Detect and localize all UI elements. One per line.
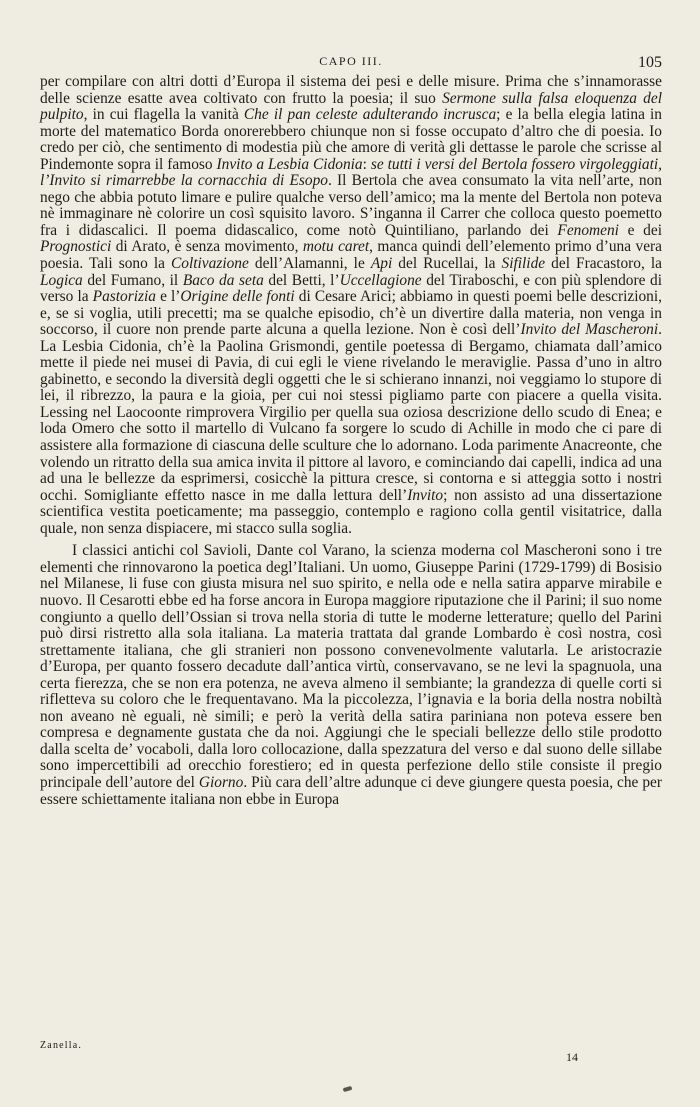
text-span: del Betti, l’ <box>263 271 340 289</box>
text-span: di Arato, è senza movimento, <box>111 238 303 256</box>
italic-span: Che il pan celeste adulterando incrusca <box>243 106 497 124</box>
italic-span: Invito del Mascheroni <box>520 321 659 339</box>
text-span: : <box>362 155 371 173</box>
text-span: ; non assisto ad una dissertazione scientifica vestita poeticamente; ma passeggio, contemplo e ragiono colla gentil visitatrice, dalla quale, non senza dispiacere, mi stacco sulla soglia. <box>40 486 662 537</box>
text-span: del Fumano, il <box>82 271 183 289</box>
text-span: dell’Alamanni, le <box>248 255 371 273</box>
italic-span: Fenomeni <box>557 221 619 239</box>
text-span: . La Lesbia Cidonia, ch’è la Paolina Grismondi, gentile poetessa di Bergamo, chiamata dall’amico mette il piede nei musei di Pavia, di cui egli le viene rivelando le meraviglie. Passa d’uno in altro gabinetto, e secondo la diversità degli oggetti che le si schierano innanzi, noi veggiamo lo stupore di lei, il ribrezzo, la paura e la gioia, per cui noi stessi pigliamo parte con piacere a quella visita. Lessing nel Laocoonte rimprovera Virgilio per quella sua oziosa descrizione dello scudo di Enea; e loda Omero che sotto il martello di Vulcano fa sorgere lo scudo di Achille in modo che ci pare di assistere alla formazione di ciascuna delle sculture che lo adornano. Loda parimente Anacreonte, che volendo un ritratto della sua amica invita il pittore al lavoro, e cominciando dai capelli, indica ad una ad una le bellezze da esprimersi, cosicchè la pittura cresce, si contorna e si atteggia sotto i nostri occhi. Somigliante effetto nasce in me dalla lettura dell’ <box>40 321 662 504</box>
signature-mark: Zanella. <box>40 1040 83 1051</box>
italic-span: Uccellagione <box>339 271 422 289</box>
body-text <box>40 74 662 808</box>
text-span: e dei <box>618 221 662 239</box>
italic-span: Giorno <box>198 773 244 791</box>
italic-span: Coltivazione <box>171 255 249 273</box>
italic-span: Sermone sulla falsa eloquenza del pulpito <box>40 89 662 124</box>
italic-span: Sifilide <box>501 255 546 273</box>
ink-speck <box>343 1086 353 1092</box>
paragraph-mascheroni <box>40 74 662 537</box>
italic-span: Baco da seta <box>182 271 264 289</box>
text-span: I classici antichi col Savioli, Dante col Varano, la scienza moderna col Mascheroni sono i tre elementi che rinnovarono la poetica degl’Italiani. Un uomo, Giuseppe Parini (1729-1799) di Bosisio nel Milanese, li fuse con giusta misura nel suo spirito, e nella ode e nella satira apparve mirabile e nuovo. Il Cesarotti ebbe ed ha forse ancora in Europa maggiore riputazione che il Parini; il suo nome congiunto a quello dell’Ossian si trova nella storia di tutte le moderne letterature; quello del Parini può dirsi ristretto alla sola italiana. La materia trattata dal grande Lombardo è così nostra, così strettamente italiana, che gli stranieri non possono convenevolmente valutarla. Le aristocrazie d’Europa, per quanto fossero decadute dall’antica virtù, conservavano, se ne levi la spagnuola, una certa fierezza, che se non era potenza, ne aveva almeno il sembiante; la grandezza di quelle corti si rifletteva su coloro che le frequentavano. Ma la piccolezza, l’ignavia e la boria della nostra nobiltà non aveano nè eguali, nè simili; e però la verità della satira pariniana non poteva essere ben compresa e degnamente gustata che da noi. Aggiungi che le speciali bellezze dello stile prodotto dalla scelta de’ vocaboli, dalla loro collocazione, dalla spezzatura del verso e dal suono delle sillabe sono impercettibili ad orecchio forestiero; ed in questa perfezione dello stile consiste il pregio principale dell’autore del <box>40 542 662 791</box>
signature-number: 14 <box>566 1050 578 1064</box>
text-span: di Cesare Arici; abbiamo in questi poemi belle descrizioni, e, se si voglia, utili precetti; ma se qualche episodio, ch’è un divertire dalla materia, non venga in soccorso, il cuore non prende parte alcuna a quella lezione. Non è così dell’ <box>40 288 663 339</box>
italic-span: se tutti i versi del Bertola fossero virgoleggiati, l’Invito si rimarrebbe la cornacchia di Esopo <box>40 155 662 190</box>
text-span: . Più cara dell’altre adunque ci deve giungere questa poesia, che per essere schiettamente italiana non ebbe in Europa <box>40 773 662 808</box>
text-span: , manca quindi dell’elemento primo d’una vera poesia. Tali sono la <box>40 238 663 273</box>
running-title: CAPO III. <box>319 54 383 68</box>
italic-span: Invito <box>407 486 444 504</box>
text-span: ; e la bella elegia latina in morte del matematico Borda onorerebbero chiunque non si fosse occupato d’altro che di poesia. Io credo per ciò, che sentimento di modestia più che amore di verità gli dettasse le parole che scrisse al Pindemonte sopra il famoso <box>40 106 663 173</box>
italic-span: Prognostici <box>40 238 112 256</box>
text-span: e l’ <box>155 288 181 306</box>
text-span: del Fracastoro, la <box>545 255 662 273</box>
italic-span: Origine delle fonti <box>180 288 295 306</box>
paragraph-parini <box>40 543 662 808</box>
text-span: , in cui flagella la vanità <box>83 106 244 124</box>
text-span: . Il Bertola che avea consumato la vita nell’arte, non nego che abbia potuto limare e pulire qualche verso dell’amico; ma la mente del Bertola non poteva nè immaginare nè colorire un così squisito lavoro. S’inganna il Carrer che colloca questo poemetto fra i didascalici. Il poema didascalico, come notò Quintiliano, parlando dei <box>40 172 663 239</box>
italic-span: Api <box>370 255 393 273</box>
italic-span: Logica <box>40 271 83 289</box>
text-span: del Rucellai, la <box>392 255 502 273</box>
italic-span: motu caret <box>302 238 370 256</box>
text-span: per compilare con altri dotti d’Europa il sistema dei pesi e delle misure. Prima che s’innamorasse delle scienze esatte avea coltivato con frutto la poesia; il suo <box>40 73 662 107</box>
page-number: 105 <box>638 54 662 71</box>
italic-span: Invito a Lesbia Cidonia <box>216 155 363 173</box>
italic-span: Pastorizia <box>92 288 156 306</box>
text-span: del Tiraboschi, e con più splendore di verso la <box>40 271 662 306</box>
